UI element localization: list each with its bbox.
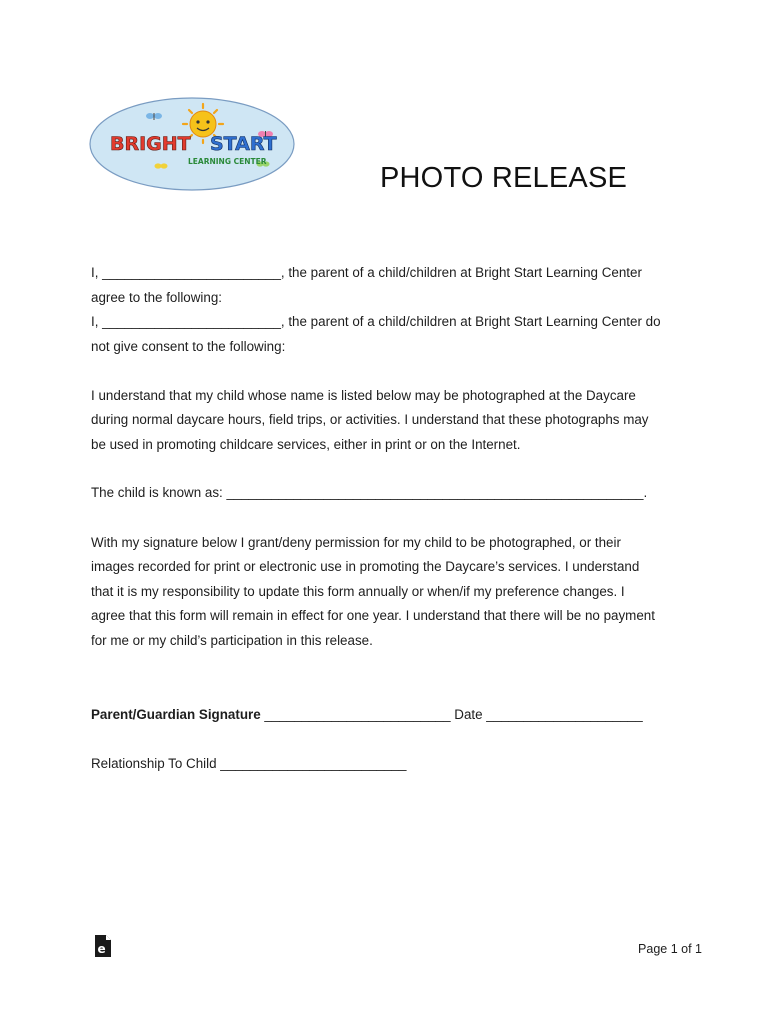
signature-row (91, 707, 643, 722)
child-name-field: The child is known as: ________________________________________________________. (91, 485, 648, 500)
consent-deny-continued: not give consent to the following: (91, 339, 286, 354)
paragraph-line: for me or my child’s participation in this release. (91, 633, 373, 648)
logo-word-bright: BRIGHT (110, 133, 191, 155)
paragraph-line: With my signature below I grant/deny permission for my child to be photographed, or their (91, 535, 621, 550)
signature-date-blanks: _________________________ Date _____________________ (260, 707, 643, 722)
eforms-logo-icon (94, 934, 112, 958)
paragraph-line: that it is my responsibility to update this form annually or when/if my preference changes. I (91, 584, 625, 599)
paragraph-line: images recorded for print or electronic use in promoting the Daycare’s services. I understand (91, 559, 640, 574)
bright-start-logo (88, 96, 296, 192)
document-title: PHOTO RELEASE (380, 162, 628, 194)
paragraph-line: be used in promoting childcare services, either in print or on the Internet. (91, 437, 521, 452)
paragraph-line: agree that this form will remain in effect for one year. I understand that there will be no payment (91, 608, 655, 623)
page-number: Page 1 of 1 (638, 942, 702, 956)
logo-word-start: START (210, 133, 277, 155)
relationship-field: Relationship To Child _________________________ (91, 756, 407, 771)
paragraph-line: during normal daycare hours, field trips, or activities. I understand that these photographs may (91, 412, 649, 427)
signature-label: Parent/Guardian Signature (91, 707, 261, 722)
paragraph-line: I understand that my child whose name is listed below may be photographed at the Daycare (91, 388, 636, 403)
svg-text:e: e (97, 942, 106, 956)
logo-subtitle: LEARNING CENTER (188, 157, 267, 166)
consent-agree-line: I, ________________________, the parent of a child/children at Bright Start Learning Center (91, 265, 642, 280)
consent-deny-line: I, ________________________, the parent of a child/children at Bright Start Learning Center do (91, 314, 661, 329)
consent-agree-continued: agree to the following: (91, 290, 223, 305)
